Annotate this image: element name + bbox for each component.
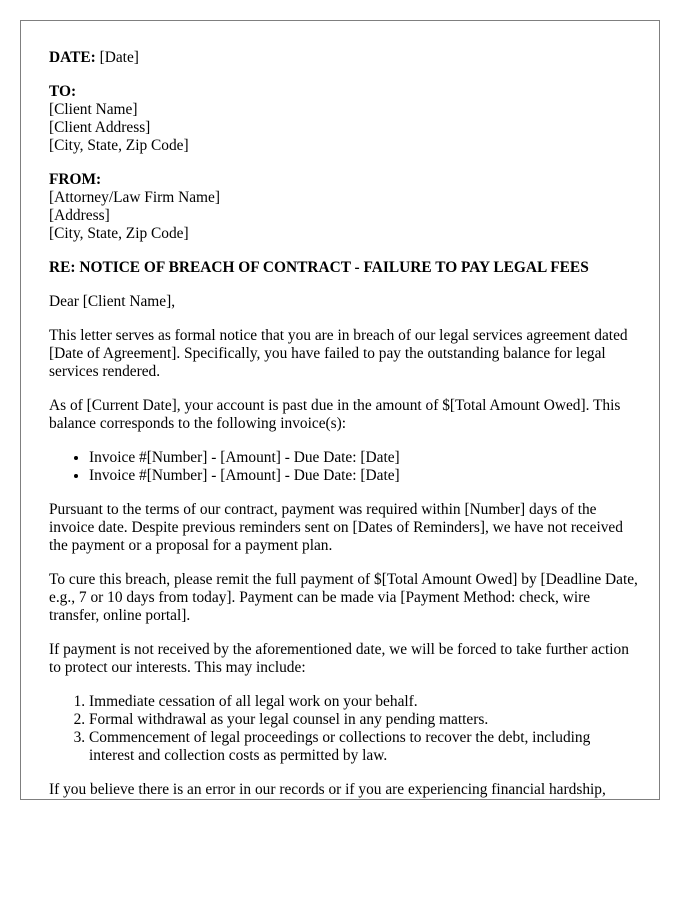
consequence-item: 1. Immediate cessation of all legal work on your behalf. bbox=[89, 693, 639, 711]
consequence-list bbox=[49, 693, 639, 765]
to-client-name: [Client Name] bbox=[49, 101, 138, 118]
invoice-item: • Invoice #[Number] - [Amount] - Due Date: [Date] bbox=[89, 467, 639, 485]
from-city-state-zip: [City, State, Zip Code] bbox=[49, 225, 189, 242]
paragraph-payment-terms: Pursuant to the terms of our contract, payment was required within [Number] days of the invoice date. Despite previous reminders sent on [Dates of Reminders], we have not received the payment or a proposal for a payment plan. bbox=[49, 501, 623, 554]
to-city-state-zip: [City, State, Zip Code] bbox=[49, 137, 189, 154]
invoice-list bbox=[49, 449, 639, 485]
from-label: FROM: bbox=[49, 171, 102, 188]
date-label: DATE: bbox=[49, 49, 96, 66]
from-address: [Address] bbox=[49, 207, 110, 224]
paragraph-error-hardship: If you believe there is an error in our records or if you are experiencing financial hardship, bbox=[49, 781, 606, 798]
date-line bbox=[49, 49, 639, 67]
date-value: [Date] bbox=[99, 49, 139, 66]
letter-page bbox=[20, 20, 660, 800]
letter-content bbox=[49, 49, 639, 800]
paragraph-breach-notice: This letter serves as formal notice that you are in breach of our legal services agreement dated [Date of Agreement]. Specifically, you have failed to pay the outstanding balance for legal services rendered. bbox=[49, 327, 628, 380]
to-label: TO: bbox=[49, 83, 77, 100]
paragraph-cure-breach: To cure this breach, please remit the full payment of $[Total Amount Owed] by [Deadline Date, e.g., 7 or 10 days from today]. Payment can be made via [Payment Method: check, wire transfer, online portal]. bbox=[49, 571, 638, 624]
paragraph-further-action: If payment is not received by the aforementioned date, we will be forced to take further action to protect our interests. This may include: bbox=[49, 641, 629, 676]
consequence-item: 2. Formal withdrawal as your legal counsel in any pending matters. bbox=[89, 711, 639, 729]
salutation: Dear [Client Name], bbox=[49, 293, 176, 310]
from-firm-name: [Attorney/Law Firm Name] bbox=[49, 189, 220, 206]
consequence-item: 3. Commencement of legal proceedings or collections to recover the debt, including interest and collection costs as permitted by law. bbox=[89, 729, 639, 765]
to-block bbox=[49, 83, 639, 155]
from-block bbox=[49, 171, 639, 243]
subject-line: RE: NOTICE OF BREACH OF CONTRACT - FAILURE TO PAY LEGAL FEES bbox=[49, 259, 589, 276]
paragraph-amount-owed: As of [Current Date], your account is past due in the amount of $[Total Amount Owed]. This balance corresponds to the following invoice(s): bbox=[49, 397, 621, 432]
date-block bbox=[49, 49, 639, 67]
invoice-item: • Invoice #[Number] - [Amount] - Due Date: [Date] bbox=[89, 449, 639, 467]
to-client-address: [Client Address] bbox=[49, 119, 151, 136]
